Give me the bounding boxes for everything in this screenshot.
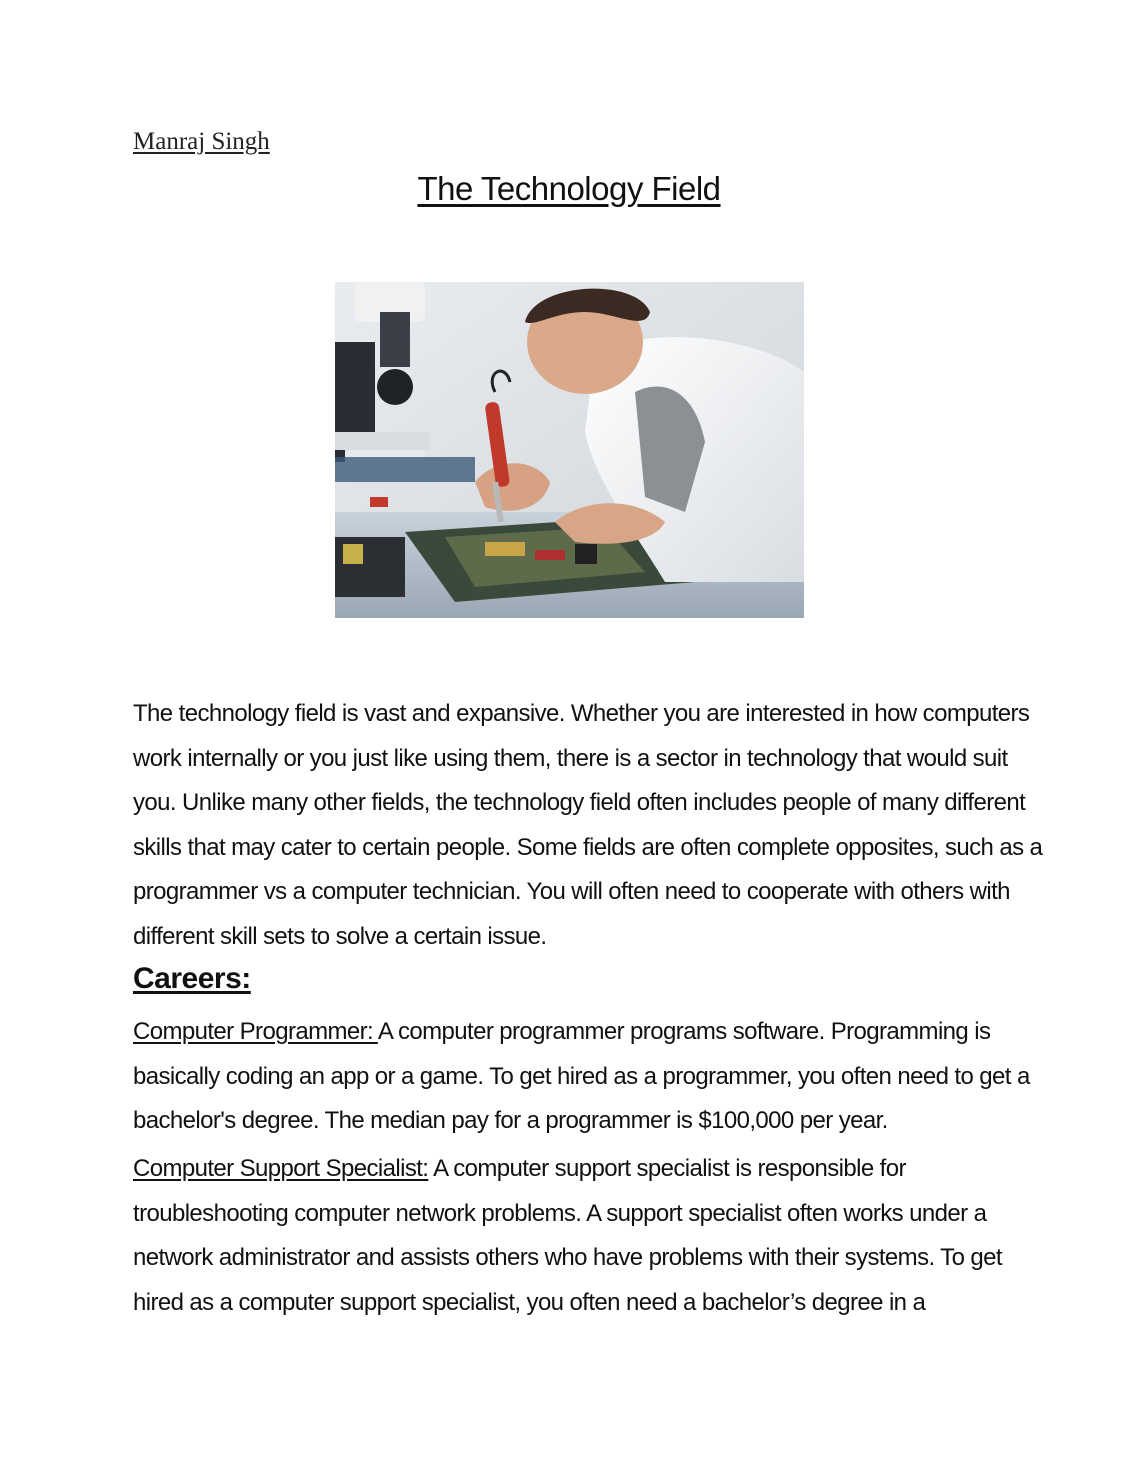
intro-line: work internally or you just like using them, there is a sector in technology that would suit xyxy=(133,744,1008,772)
career-entry-computer-programmer xyxy=(133,1010,1030,1144)
career-line: troubleshooting computer network problems. A support specialist often works under a xyxy=(133,1199,987,1227)
career-first-line xyxy=(133,1010,1013,1055)
career-line: basically coding an app or a game. To get hired as a programmer, you often need to get a xyxy=(133,1062,1030,1090)
intro-line: different skill sets to solve a certain issue. xyxy=(133,922,547,950)
intro-line: The technology field is vast and expansive. Whether you are interested in how computers xyxy=(133,700,1030,727)
technician-photo xyxy=(335,282,804,618)
intro-line: you. Unlike many other fields, the technology field often includes people of many different xyxy=(133,789,1026,816)
career-first-line xyxy=(133,1147,1013,1192)
career-line: network administrator and assists others who have problems with their systems. To get xyxy=(133,1244,1002,1271)
career-term: Computer Support Specialist: xyxy=(133,1155,429,1182)
career-term: Computer Programmer: xyxy=(133,1018,378,1045)
career-line: hired as a computer support specialist, you often need a bachelor’s degree in a xyxy=(133,1288,926,1316)
career-description-start: A computer support specialist is responsible for xyxy=(428,1155,906,1182)
technician-soldering-icon xyxy=(335,282,804,618)
career-entry-computer-support-specialist xyxy=(133,1147,1013,1325)
document-title: The Technology Field xyxy=(417,170,721,207)
intro-line: skills that may cater to certain people. Some fields are often complete opposites, such as a xyxy=(133,833,1043,861)
careers-heading: Careers: xyxy=(133,962,251,995)
career-line: bachelor's degree. The median pay for a programmer is $100,000 per year. xyxy=(133,1107,888,1134)
intro-line: programmer vs a computer technician. You will often need to cooperate with others with xyxy=(133,878,1010,905)
career-description-start: A computer programmer programs software. Programming is xyxy=(377,1018,991,1045)
author-name: Manraj Singh xyxy=(133,128,270,155)
intro-paragraph xyxy=(133,692,1043,959)
